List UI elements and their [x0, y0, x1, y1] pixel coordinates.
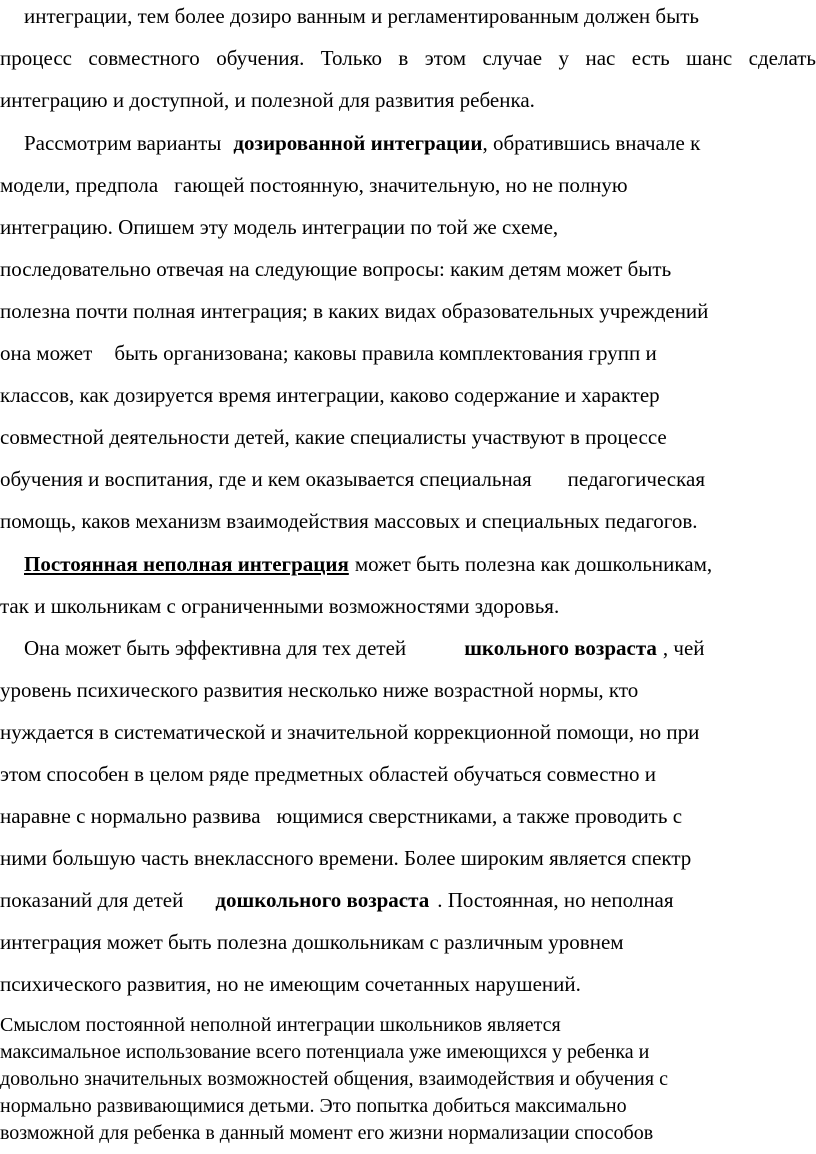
text-line: ними большую часть внеклассного времени. Более широким является спектр [0, 846, 692, 870]
text-line: возможной для ребенка в данный момент его жизни нормализации способов [0, 1122, 654, 1144]
text-line: интеграцию и доступной, и полезной для развития ребенка. [0, 88, 535, 112]
text-line: обучения и воспитания, где и кем оказывается специальная педагогическая [0, 467, 705, 491]
bold-term: школьного возраста [464, 636, 657, 660]
text-line: Постоянная неполная интеграция может быть полезна как дошкольникам, [24, 552, 713, 576]
text-line: последовательно отвечая на следующие вопросы: каким детям может быть [0, 257, 672, 281]
text-line: процесс совместного обучения. Только в этом случае у нас есть шанс сделать [0, 46, 816, 70]
underlined-term: Постоянная неполная интеграция [24, 552, 349, 576]
text-line: Смыслом постоянной неполной интеграции школьников является [0, 1014, 561, 1036]
text-line: она может быть организована; каковы правила комплектования групп и [0, 341, 657, 365]
text-line: интеграция может быть полезна дошкольникам с различным уровнем [0, 930, 624, 954]
text-line: довольно значительных возможностей общения, взаимодействия и обучения с [0, 1068, 668, 1090]
text-line: так и школьникам с ограниченными возможностями здоровья. [0, 594, 560, 618]
text-line: максимальное использование всего потенциала уже имеющихся у ребенка и [0, 1041, 650, 1063]
text-line: Она может быть эффективна для тех детей школьного возраста , чей [24, 636, 705, 660]
bold-term: дошкольного возраста [215, 888, 430, 912]
text-line: показаний для детей дошкольного возраста . Постоянная, но неполная [0, 888, 674, 912]
text-line: полезна почти полная интеграция; в каких видах образовательных учреждений [0, 299, 709, 323]
text-line: модели, предпола гающей постоянную, значительную, но не полную [0, 173, 628, 197]
text-line: уровень психического развития несколько ниже возрастной нормы, кто [0, 678, 639, 702]
text-line: помощь, каков механизм взаимодействия массовых и специальных педагогов. [0, 509, 698, 533]
text-line: нормально развивающимися детьми. Это попытка добиться максимально [0, 1095, 627, 1117]
text-line: психического развития, но не имеющим сочетанных нарушений. [0, 972, 581, 996]
text-line: нуждается в систематической и значительной коррекционной помощи, но при [0, 720, 700, 744]
text-line: классов, как дозируется время интеграции, каково содержание и характер [0, 383, 660, 407]
text-line: Рассмотрим варианты дозированной интеграции, обратившись вначале к [24, 131, 701, 155]
bold-term: дозированной интеграции [233, 131, 483, 155]
text-line: совместной деятельности детей, какие специалисты участвуют в процессе [0, 425, 667, 449]
text-line: наравне с нормально развива ющимися сверстниками, а также проводить с [0, 804, 683, 828]
text-line: этом способен в целом ряде предметных областей обучаться совместно и [0, 762, 656, 786]
text-line: интеграции, тем более дозиро ванным и регламентированным должен быть [24, 4, 699, 28]
text-line: интеграцию. Опишем эту модель интеграции по той же схеме, [0, 215, 559, 239]
